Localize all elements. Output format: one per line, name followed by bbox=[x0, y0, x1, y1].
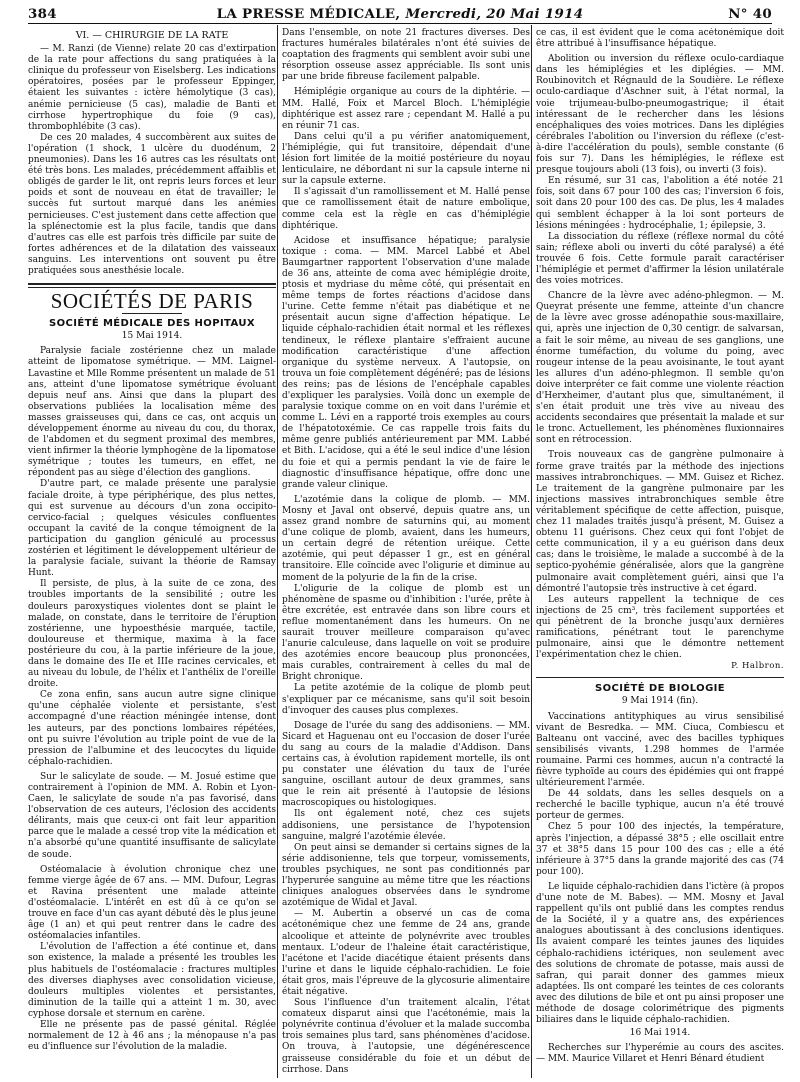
paragraph: D'autre part, ce malade présente une paralysie faciale droite, à type périphérique, des plus nettes, qui est survenue au décours d'un zona occipito-cervico-facial ; quelques vésicules confluentes occupant la cavité de la conque témoignent de la participation du ganglion géniculé au processus zostérien et légitiment le développement ultérieur de la paralysie faciale, suivant la théorie de Ramsay Hunt. bbox=[28, 479, 276, 579]
column-divider bbox=[277, 25, 278, 1078]
paragraph: Dans celui qu'il a pu vérifier anatomiquement, l'hémiplégie, qui fut transitoire, dépendait d'une lésion fort limitée de la moitié postérieure du noyau lenticulaire, ne débordant ni sur la capsule interne ni sur la capsule externe. bbox=[282, 131, 530, 187]
session-date: 9 Mai 1914 (fin). bbox=[621, 696, 699, 707]
issue-date: Mercredi, 20 Mai 1914 bbox=[405, 6, 584, 22]
paragraph: En résumé, sur 31 cas, l'abolition a été notée 21 fois, soit dans 67 pour 100 des cas; l'inversion 6 fois, soit dans 20 pour 100 des cas. De plus, les 4 malades qui semblent échapper à la loi sont porteurs de lésions méningées : hydrocéphalie, 1; épilepsie, 3. bbox=[536, 176, 784, 231]
paragraph: La petite azotémie de la colique de plomb peut s'expliquer par ce mécanisme, sans qu'il soit besoin d'invoquer des causes plus complexes. bbox=[282, 683, 530, 716]
paragraph: Hémiplégie organique au cours de la diphtérie. — MM. Hallé, Foix et Marcel Bloch. L'hémiplégie diphtérique est assez rare ; cependant M. Hallé a pu en réunir 71 cas. bbox=[282, 87, 530, 131]
section-heading: VI. — CHIRURGIE DE LA RATE bbox=[75, 30, 229, 41]
paragraph: Il persiste, de plus, à la suite de ce zona, des troubles importants de la sensibilité ; outre les douleurs paroxystiques violentes dont se plaint le malade, on constate, dans le territoire de l'éruption zostérienne, une hypoesthésie marquée, tactile, douloureuse et thermique, maxima à la face postérieure du cou, à la partie inférieure de la joue, dans le domaine des IIe et IIIe racines cervicales, et au niveau du lobule, de l'hélix et l'anthélix de l'oreille droite. bbox=[28, 579, 276, 690]
paragraph: Vaccinations antityphiques au virus sensibilisé vivant de Besredka. — MM. Ciuca, Combiescu et Balteanu ont vacciné, avec des bacilles typhiques sensibilisés vivants, 1.298 hommes de l'armée roumaine. Parmi ces hommes, aucun n'a contracté la fièvre typhoïde au cours des épidémies qui ont frappé ultérieurement l'armée. bbox=[536, 711, 784, 789]
issue-number: N° 40 bbox=[728, 6, 772, 22]
journal-title: LA PRESSE MÉDICALE, bbox=[216, 6, 401, 22]
paragraph: La dissociation du réflexe (réflexe normal du côté sain; réflexe aboli ou inverti du côté paralysé) a été trouvée 6 fois. Cette formule paraît caractériser l'hémiplégie et permet d'affirmer la lésion unilatérale des voies motrices. bbox=[536, 231, 784, 287]
section-rule bbox=[28, 283, 276, 288]
paragraph: De 44 soldats, dans les selles desquels on a recherché le bacille typhique, aucun n'a été trouvé porteur de germes. bbox=[536, 789, 784, 822]
paragraph: Chancre de la lèvre avec adéno-phlegmon. — M. Queyrat présente une femme, atteinte d'un chancre de la lèvre avec grosse adénopathie sous-maxillaire, qui, après une injection de 0,30 centigr. de salvarsan, a fait le soir même, au niveau de ses ganglions, une énorme tuméfaction, du volume du poing, avec rougeur intense de la peau avoisinante, le tout ayant les allures d'un adéno-phlegmon. Il semble qu'on doive interpréter ce fait comme une violente réaction d'Herxheimer, d'autant plus que, simultanément, il s'en était produit une très vive au niveau des accidents secondaires que présentait la malade et sur le tronc. Actuellement, les phénomènes fluxionnaires sont en rétrocession. bbox=[536, 291, 784, 446]
paragraph: De ces 20 malades, 4 succombèrent aux suites de l'opération (1 shock, 1 ulcère du duodénum, 2 pneumonies). Dans les 16 autres cas les résultats ont été très bons. Les malades, précédemment affaiblis et obligés de garder le lit, ont repris leurs forces et leur poids et sont de nouveau en état de travailler; le succès fut surtout marqué dans les anémies pernicieuses. C'est justement dans cette affection que la splénectomie est la plus facile, tandis que dans d'autres cas elle est parfois très difficile par suite de fortes adhérences et de la dilatation des vaisseaux sanguins. Les interventions ont souvent pu être pratiquées sous anesthésie locale. bbox=[28, 132, 276, 276]
society-name: SOCIÉTÉ DE BIOLOGIE bbox=[594, 683, 726, 695]
paragraph: L'évolution de l'affection a été continue et, dans son existence, la malade a présenté les troubles les plus habituels de l'ostéomalacie : fractures multiples des diverses diaphyses avec consolidation vicieuse, douleurs multiples violentes et persistantes, diminution de la taille qui a atteint 1 m. 30, avec cyphose dorsale et sternum en carène. bbox=[28, 942, 276, 1019]
paragraph: Le liquide céphalo-rachidien dans l'ictère (à propos d'une note de M. Babes). — MM. Mosny et Javal rappellent qu'ils ont publié dans les comptes rendus de la Société, il y a quatre ans, des expériences analogues aboutissant à des conclusions identiques. Ils avaient comparé les teintes jaunes des liquides céphalo-rachidiens ictériques, non seulement avec des solutions de chromate de potasse, mais aussi de safran, qui parait donner des gammes mieux adaptées. Ils ont comparé les teintes de ces colorants avec des dilutions de bile et ont pu ainsi proposer une méthode de dosage colorimétrique des pigments biliaires dans le liquide céphalo-rachidien. bbox=[536, 881, 784, 1026]
paragraph: ce cas, il est évident que le coma acétonémique doit être attribué à l'insuffisance hépatique. bbox=[536, 28, 784, 50]
paragraph: — M. Ranzi (de Vienne) relate 20 cas d'extirpation de la rate pour affections du sang pratiquées à la clinique du professeur von Eiselsberg. Les indications opératoires, posées par le professeur Eppinger, étaient les suivantes : ictère hémolytique (3 cas), anémie pernicieuse (5 cas), maladie de Banti et cirrhose hypertrophique du foie (9 cas), thrombophlébite (3 cas). bbox=[28, 44, 276, 132]
journal-header-title bbox=[28, 6, 772, 22]
session-date: 15 Mai 1914. bbox=[121, 331, 183, 342]
paragraph: Trois nouveaux cas de gangrène pulmonaire à forme grave traités par la méthode des injections massives intrabronchiques. — MM. Guisez et Richez. Le traitement de la gangrène pulmonaire par les injections massives intrabronchiques semble être véritablement spécifique de cette affection, puisque, chez 11 malades traités jusqu'à présent, M. Guisez a obtenu 11 guérisons. Chez ceux qui font l'objet de cette communication, il y a eu guérison dans deux cas; dans le troisième, le malade a succombé à de la septico-pyohémie généralisée, alors que la gangrène pulmonaire avait complètement guéri, ainsi que l'a démontré l'autopsie très instructive à cet égard. bbox=[536, 450, 784, 594]
paragraph: Ils ont également noté, chez ces sujets addisoniens, une persistance de l'hypotension sanguine, malgré l'azotémie élevée. bbox=[282, 809, 530, 842]
session-date: 16 Mai 1914. bbox=[629, 1028, 691, 1039]
paragraph: Ce zona enfin, sans aucun autre signe clinique qu'une céphalée violente et persistante, s'est accompagné d'une réaction méningée intense, dont les auteurs, par des ponctions lombaires répétées, ont pu suivre l'évolution au triple point de vue de la pression de l'albumine et des leucocytes du liquide céphalo-rachidien. bbox=[28, 690, 276, 767]
column-divider bbox=[531, 25, 532, 1078]
column-3 bbox=[536, 28, 784, 1078]
author-signature: P. Halbron. bbox=[731, 661, 784, 672]
paragraph: Les auteurs rappellent la technique de ces injections de 25 cm³, très facilement supportées et qui pénètrent de la bronche jusqu'aux dernières ramifications, pénétrant tout le parenchyme pulmonaire, ainsi que le démontre nettement l'expérimentation chez le chien. bbox=[536, 594, 784, 661]
paragraph: L'azotémie dans la colique de plomb. — MM. Mosny et Javal ont observé, depuis quatre ans, un assez grand nombre de saturnins qui, au moment d'une colique de plomb, avaient, dans les humeurs, un certain degré de rétention uréique. Cette azotémie, qui peut dépasser 1 gr., est en général transitoire. Elle coïncide avec l'oligurie et diminue au moment de la polyurie de la fin de la crise. bbox=[282, 494, 530, 583]
paragraph: Elle ne présente pas de passé génital. Réglée normalement de 12 à 46 ans ; la ménopause n'a pas eu d'influence sur l'évolution de la maladie. bbox=[28, 1019, 276, 1053]
paragraph: Dosage de l'urée du sang des addisoniens. — MM. Sicard et Haguenau ont eu l'occasion de doser l'urée du sang au cours de la maladie d'Addison. Dans certains cas, à évolution rapidement mortelle, ils ont pu constater une élévation du taux de l'urée sanguine, oscillant autour de deux grammes, sans que le rein ait présenté à l'autopsie de lésions macroscopiques ou histologiques. bbox=[282, 720, 530, 809]
paragraph: Ostéomalacie à évolution chronique chez une femme vierge âgée de 67 ans. — MM. Dufour, Legras et Ravina présentent une malade atteinte d'ostéomalacie. L'intérêt en est dû à ce qu'on se trouve en face d'un cas ayant débuté dès le plus jeune âge (1 an) et qui peut rentrer dans le cadre des ostéomalacies infantiles. bbox=[28, 864, 276, 942]
column-1 bbox=[28, 28, 276, 1078]
page-number: 384 bbox=[28, 6, 57, 22]
paragraph: Dans l'ensemble, on note 21 fractures diverses. Des fractures humérales bilatérales n'ont été suivies de coaptation des fragments qui semblent avoir subi une résorption osseuse assez appréciable. Ils sont unis par une bride fibreuse facilement palpable. bbox=[282, 28, 530, 83]
paragraph: Il s'agissait d'un ramollissement et M. Hallé pense que ce ramollissement était de nature embolique, comme cela est la règle en cas d'hémiplégie diphtérique. bbox=[282, 187, 530, 231]
paragraph: Paralysie faciale zostérienne chez un malade atteint de lipomatose symétrique. — MM. Laignel-Lavastine et Mlle Romme présentent un malade de 51 ans, atteint d'une lipomatose symétrique évoluant depuis neuf ans. Ainsi que dans la plupart des observations publiées la localisation même des masses graisseuses qui, dans ce cas, ont acquis un développement énorme au niveau du cou, du thorax, de l'abdomen et du segment proximal des membres, vient infirmer la théorie lymphogène de la lipomatose symétrique ; toutes les tumeurs, en effet, ne répondent pas au siège d'élection des ganglions. bbox=[28, 346, 276, 479]
column-2 bbox=[282, 28, 530, 1078]
paragraph: Recherches sur l'hyperémie au cours des ascites. — MM. Maurice Villaret et Henri Bénard étudient bbox=[536, 1043, 784, 1065]
paragraph: On peut ainsi se demander si certains signes de la série addisonienne, tels que torpeur, vomissements, troubles psychiques, ne sont pas conditionnés par l'hyperurée sanguine au même titre que les réactions cliniques analogues observées dans le syndrome azotémique de Widal et Javal. bbox=[282, 842, 530, 909]
paragraph: L'oligurie de la colique de plomb est un phénomène de spasme ou d'inhibition : l'urée, prête à être excrétée, est entravée dans son libre cours et reflue momentanément dans les humeurs. On ne saurait trouver meilleure comparaison qu'avec l'anurie calculeuse, dans laquelle on voit se produire des azotémies encore beaucoup plus prononcées, mais curables, contrairement à celles du mal de Bright chronique. bbox=[282, 583, 530, 683]
society-name: SOCIÉTÉ MÉDICALE DES HOPITAUX bbox=[49, 318, 255, 330]
paragraph: Sur le salicylate de soude. — M. Josué estime que contrairement à l'opinion de MM. A. Robin et Lyon-Caen, le salicylate de soude n'a pas favorisé, dans l'observation de ces auteurs, l'éclosion des accidents délirants, mais que ceux-ci ont fait leur apparition parce que le malade a cessé trop vite la médication et n'a absorbé qu'une quantité insuffisante de salicylate de soude. bbox=[28, 771, 276, 860]
header-rule bbox=[28, 23, 772, 24]
societes-title: SOCIÉTÉS DE PARIS bbox=[50, 289, 254, 314]
paragraph: Abolition ou inversion du réflexe oculo-cardiaque dans les hémiplégies et les diplégies. — MM. Roubinovitch et Régnauld de la Soudière. Le réflexe oculo-cardiaque d'Aschner suit, à l'état normal, la voie trijumeau-bulbo-pneumogastrique; il était intéressant de le rechercher dans les lésions encéphaliques des voies motrices. Dans les diplégies cérébrales l'abolition ou l'inversion du réflexe (c'est-à-dire l'accélération du pouls), semble constante (6 fois sur 7). Dans les hémiplégies, le réflexe est presque toujours aboli (13 fois), ou inverti (3 fois). bbox=[536, 54, 784, 176]
paragraph: Sous l'influence d'un traitement alcalin, l'état comateux disparut ainsi que l'acétonémie, mais la polynévrite continua d'évoluer et la malade succomba trois semaines plus tard, sans phénomènes d'acidose. On trouva, à l'autopsie, une dégénérescence graisseuse considérable du foie et un début de cirrhose. Dans bbox=[282, 998, 530, 1075]
section-rule bbox=[536, 677, 784, 678]
short-rule bbox=[122, 313, 182, 314]
running-header bbox=[28, 6, 772, 22]
paragraph: Chez 5 pour 100 des injectés, la température, après l'injection, a dépassé 38°5 ; elle oscillait entre 37 et 38°5 dans 15 pour 100 des cas ; elle a été inférieure à 37°5 dans la grande majorité des cas (74 pour 100). bbox=[536, 822, 784, 877]
paragraph: Acidose et insuffisance hépatique; paralysie toxique : coma. — MM. Marcel Labbé et Abel Baumgartner rapportent l'observation d'une malade de 36 ans, atteinte de coma avec hémiplégie droite, ptosis et mydriase du même côté, qui présentait en même temps de fortes réactions d'acidose dans l'urine. Cette femme n'était pas diabétique et ne présentait aucun signe d'affection hépatique. Le liquide céphalo-rachidien était normal et les réflexes tendineux, le réflexe plantaire s'effraient aucune modification caractéristique d'une affection organique du système nerveux. A l'autopsie, on trouva un foie complètement dégénéré; pas de lésions des reins; pas de lésions de l'encéphale capables d'expliquer les paralysies. Voilà donc un exemple de paralysie toxique comme on en voit dans l'urémie et comme L. Lévi en a rapporté trois exemples au cours de l'hépatotoxémie. Ce cas rappelle trois faits du même genre publiés antérieurement par MM. Labbé et Bith. L'acidose, qui a été le seul indice d'une lésion du foie et qui a permis pendant la vie de faire le diagnostic d'insuffisance hépatique, offre donc une grande valeur clinique. bbox=[282, 235, 530, 490]
paragraph: — M. Aubertin a observé un cas de coma acétonémique chez une femme de 24 ans, grande alcoolique et atteinte de polynévrite avec troubles mentaux. L'odeur de l'haleine était caractéristique, l'acétone et l'acide diacétique étaient présents dans l'urine et dans le liquide céphalo-rachidien. Le foie était gros, mais l'épreuve de la glycosurie alimentaire était négative. bbox=[282, 909, 530, 997]
